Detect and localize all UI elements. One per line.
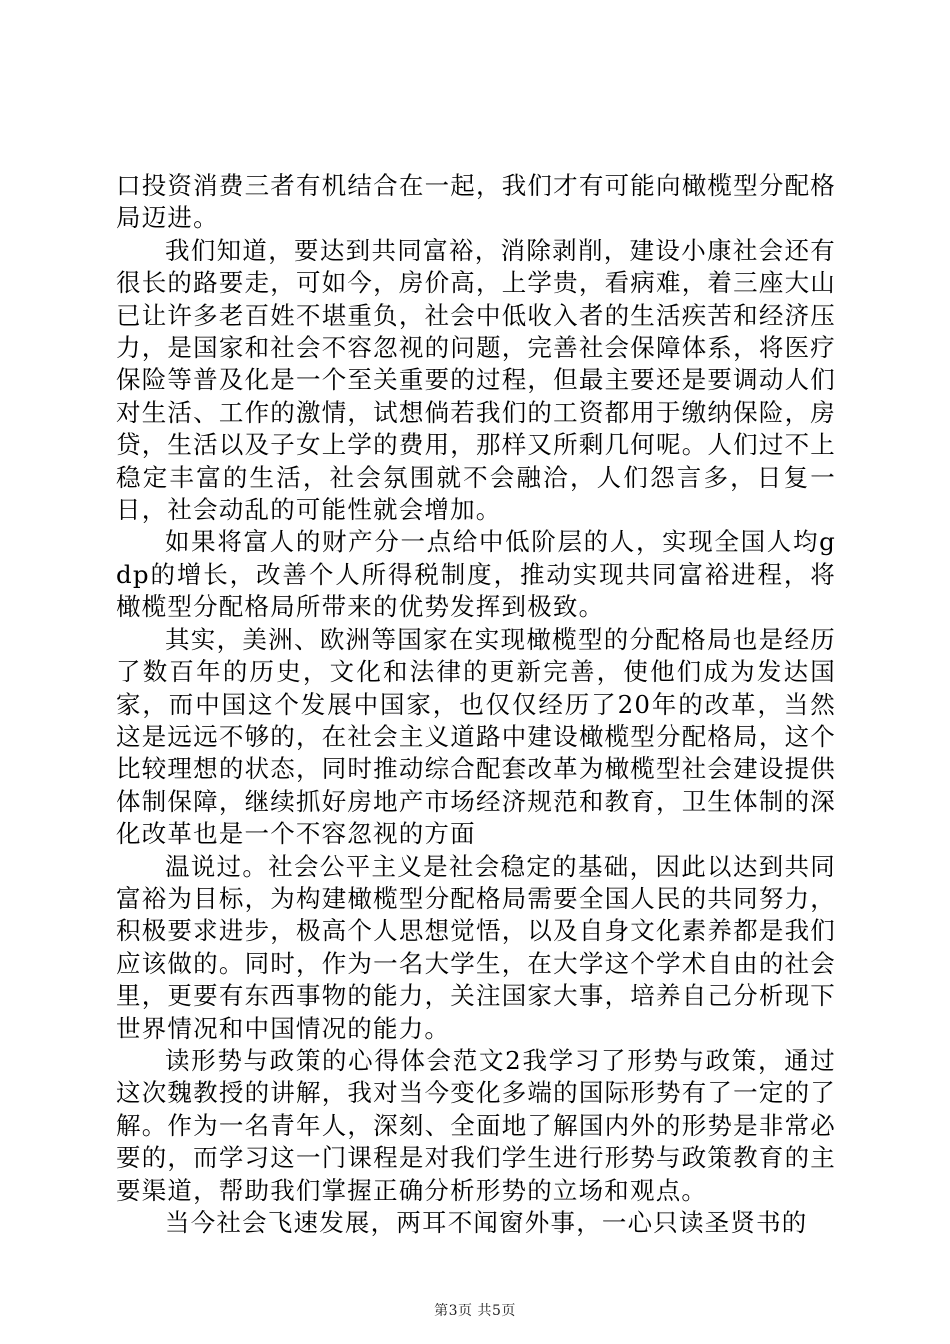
paragraph-4: 其实，美洲、欧洲等国家在实现橄榄型的分配格局也是经历了数百年的历史，文化和法律的更新完善，使他们成为发达国家，而中国这个发展中国家，也仅仅经历了20年的改革，当然这是远远不够的，在社会主义道路中建设橄榄型分配格局，这个比较理想的状态，同时推动综合配套改革为橄榄型社会建设提供体制保障，继续抓好房地产市场经济规范和教育，卫生体制的深化改革也是一个不容忽视的方面	[116, 624, 836, 849]
paragraph-2: 我们知道，要达到共同富裕，消除剥削，建设小康社会还有很长的路要走，可如今，房价高，上学贵，看病难，着三座大山已让许多老百姓不堪重负，社会中低收入者的生活疾苦和经济压力，是国家和社会不容忽视的问题，完善社会保障体系，将医疗保险等普及化是一个至关重要的过程，但最主要还是要调动人们对生活、工作的激情，试想倘若我们的工资都用于缴纳保险，房贷，生活以及子女上学的费用，那样又所剩几何呢。人们过不上稳定丰富的生活，社会氛围就不会融洽，人们怨言多，日复一日，社会动乱的可能性就会增加。	[116, 235, 836, 525]
paragraph-7: 当今社会飞速发展，两耳不闻窗外事，一心只读圣贤书的	[165, 1208, 808, 1237]
paragraph-3: 如果将富人的财产分一点给中低阶层的人，实现全国人均gdp的增长，改善个人所得税制度，推动实现共同富裕进程，将橄榄型分配格局所带来的优势发挥到极致。	[116, 527, 836, 622]
document-body	[116, 170, 836, 1239]
paragraph-6: 读形势与政策的心得体会范文2我学习了形势与政策，通过这次魏教授的讲解，我对当今变化多端的国际形势有了一定的了解。作为一名青年人，深刻、全面地了解国内外的形势是非常必要的，而学习这一门课程是对我们学生进行形势与政策教育的主要渠道，帮助我们掌握正确分析形势的立场和观点。	[116, 1045, 836, 1205]
page-number-footer: 第3页 共5页	[434, 1303, 516, 1319]
paragraph-5: 温说过。社会公平主义是社会稳定的基础，因此以达到共同富裕为目标，为构建橄榄型分配格局需要全国人民的共同努力，积极要求进步，极高个人思想觉悟，以及自身文化素养都是我们应该做的。同时，作为一名大学生，在大学这个学术自由的社会里，更要有东西事物的能力，关注国家大事，培养自己分析现下世界情况和中国情况的能力。	[116, 851, 836, 1043]
paragraph-1: 口投资消费三者有机结合在一起，我们才有可能向橄榄型分配格局迈进。	[116, 171, 836, 233]
